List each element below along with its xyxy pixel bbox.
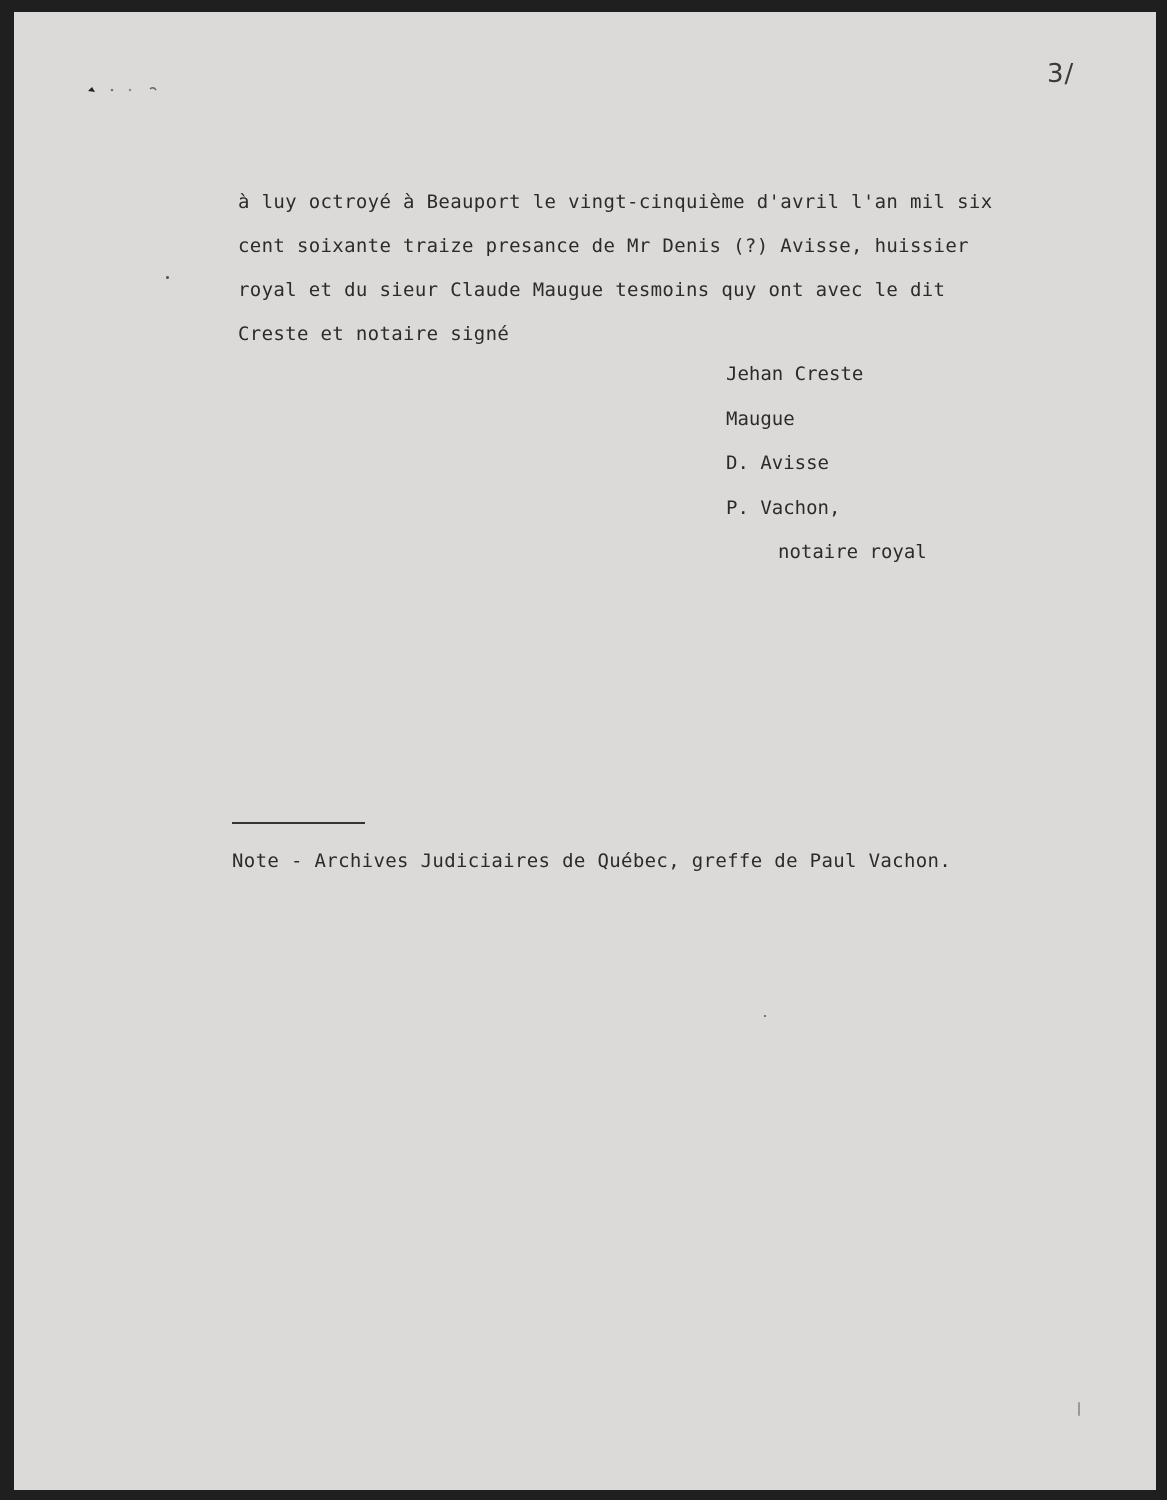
paper-speck (1078, 1402, 1080, 1416)
signature-block (726, 352, 927, 575)
page-number: 3/ (1047, 59, 1075, 89)
stray-ink-marks (86, 82, 176, 102)
body-line: Creste et notaire signé (238, 323, 510, 345)
paper-speck (166, 276, 169, 279)
body-line: royal et du sieur Claude Maugue tesmoins quy ont avec le dit (238, 279, 946, 301)
body-paragraph (238, 180, 1118, 356)
body-line: cent soixante traize presance de Mr Denis (?) Avisse, huissier (238, 235, 969, 257)
document-page (14, 12, 1156, 1490)
signatory-name: Jehan Creste (726, 363, 864, 385)
body-line: à luy octroyé à Beauport le vingt-cinquième d'avril l'an mil six (238, 191, 993, 213)
footnote: Note - Archives Judiciaires de Québec, greffe de Paul Vachon. (232, 850, 952, 872)
paper-speck (764, 1015, 766, 1017)
signatory-name: Maugue (726, 407, 795, 430)
signatory-name: D. Avisse (726, 452, 829, 474)
signatory-name: P. Vachon, (726, 496, 841, 519)
footnote-divider (232, 822, 365, 824)
signatory-title: notaire royal (778, 541, 927, 563)
